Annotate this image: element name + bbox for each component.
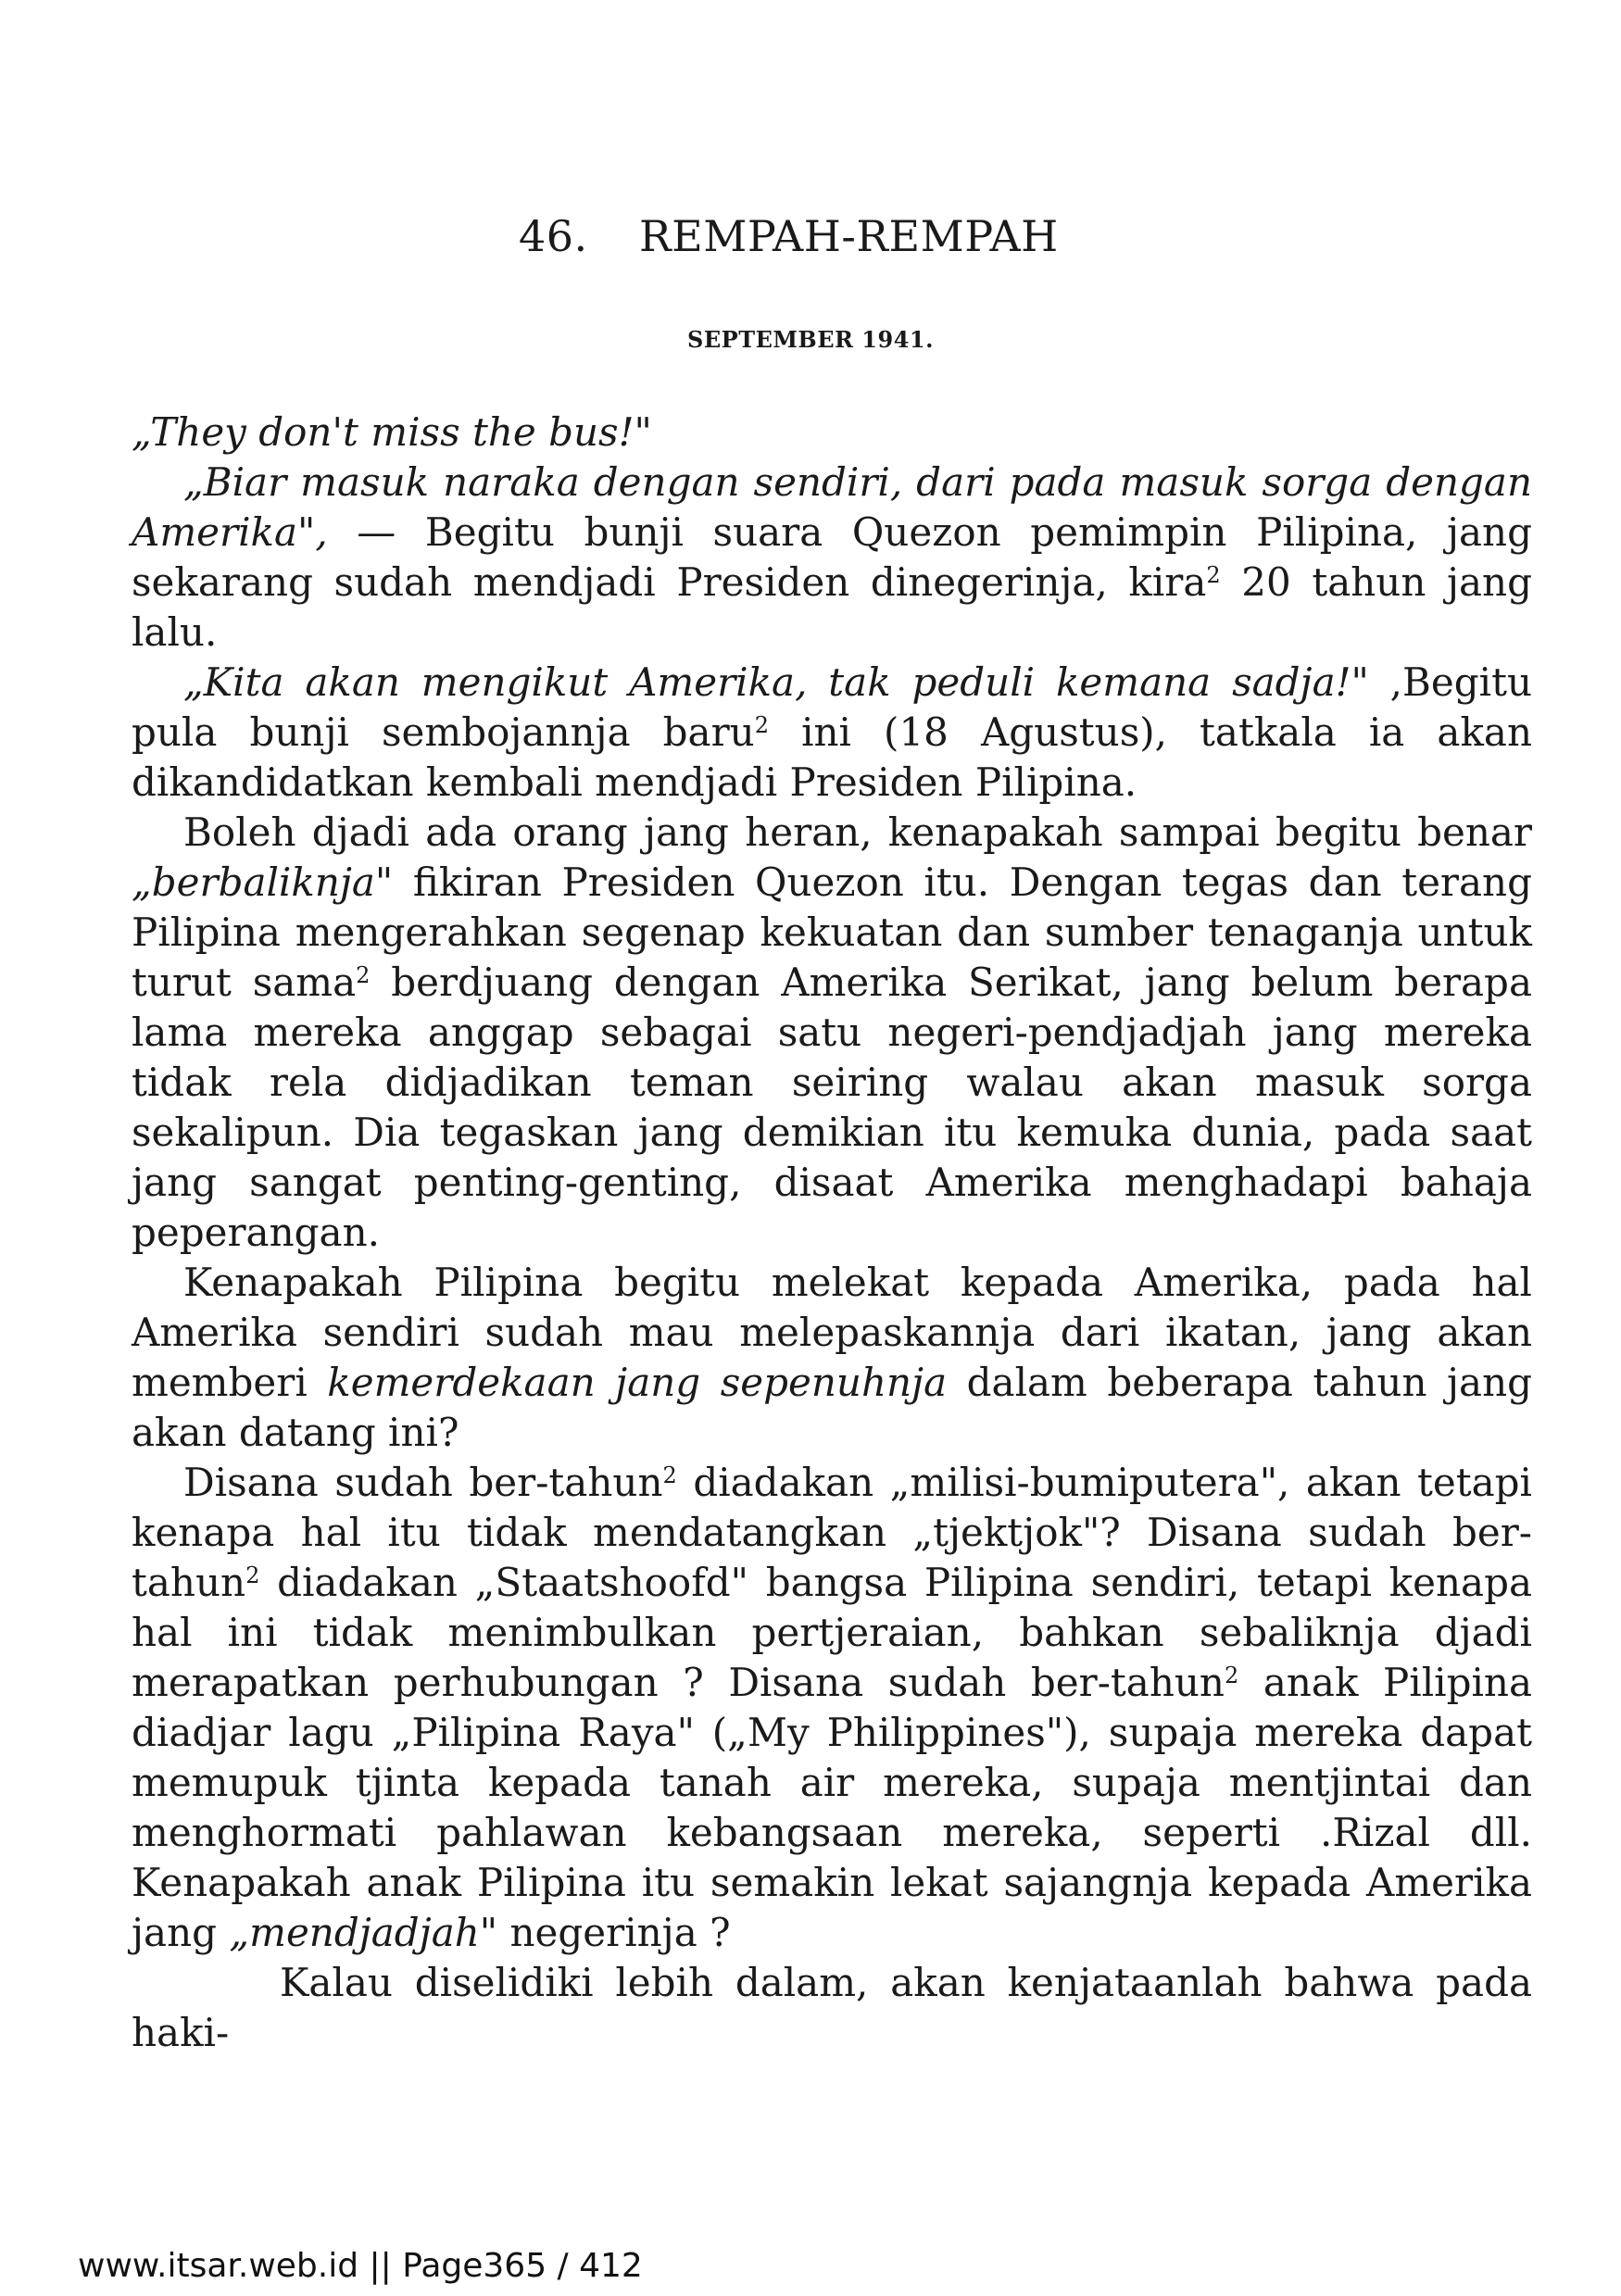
text-span: Begitu bunji suara Quezon pemimpin Pilipina, jang sekarang sudah mendjadi Presiden dinegerinja, kira [132, 509, 1532, 605]
superscript: 2 [754, 712, 770, 738]
chapter-date: SEPTEMBER 1941. [687, 326, 934, 353]
text-span: Kalau diselidiki lebih dalam, akan kenjataanlah bahwa pada haki- [132, 1960, 1532, 2055]
paragraph [132, 808, 1532, 1258]
page-footer: www.itsar.web.id || Page365 / 412 [78, 2247, 643, 2285]
emphasis-text: „berbaliknja" [132, 859, 394, 905]
paragraph [132, 458, 1532, 658]
quote-text: „Biar masuk naraka dengan sendiri, dari pada masuk sorga dengan Amerika", — [132, 459, 1532, 555]
superscript: 2 [245, 1562, 260, 1588]
text-span: berdjuang dengan Amerika Serikat, jang belum berapa lama mereka anggap sebagai satu negeri-pendjadjah jang mereka tidak rela didjadikan teman seiring walau akan masuk sorga sekalipun. Dia tegaskan jang demikian itu kemuka dunia, pada saat jang sangat penting-genting, disaat Amerika menghadapi bahaja peperangan. [132, 960, 1532, 1255]
paragraph [132, 1958, 1532, 2058]
quote-text: „Kita akan mengikut Amerika, tak peduli kemana sadja!" [183, 659, 1369, 705]
text-span: Disana sudah ber-tahun [183, 1460, 663, 1505]
text-span: Boleh djadi ada orang jang heran, kenapakah sampai begitu benar [183, 809, 1532, 855]
chapter-number: 46. [519, 211, 588, 261]
text-span: ,Begitu pula bunji sembojannja baru [132, 659, 1532, 755]
text-span: dalam beberapa tahun jang akan datang ini? [132, 1360, 1533, 1455]
text-span: 20 tahun jang lalu. [132, 559, 1532, 655]
paragraph [132, 1458, 1532, 1958]
emphasis-text: kemerdekaan jang sepenuhnja [327, 1360, 948, 1405]
text-span: ini (18 Agustus), tatkala ia akan dikandidatkan kembali mendjadi Presiden Pilipina. [132, 709, 1532, 805]
text-span: negerinja ? [497, 1910, 731, 1955]
quote-text: „They don't miss the bus!" [132, 409, 652, 455]
text-span: Kenapakah Pilipina begitu melekat kepada Amerika, pada hal Amerika sendiri sudah mau melepaskannja dari ikatan, jang akan memberi [132, 1260, 1532, 1405]
body-text [132, 408, 1532, 2058]
superscript: 2 [1206, 562, 1221, 588]
chapter-title: REMPAH-REMPAH [639, 211, 1059, 261]
chapter-heading [519, 211, 1059, 261]
emphasis-text: „mendjadjah" [229, 1910, 498, 1955]
text-span: fikiran Presiden Quezon itu. Dengan tegas dan terang Pilipina mengerahkan segenap kekuatan dan sumber tenaganja untuk turut sama [132, 859, 1532, 1005]
superscript: 2 [1224, 1662, 1239, 1688]
text-span: diadakan „milisi-bumiputera", akan tetapi kenapa hal itu tidak mendatangkan „tjektjok"? Disana sudah ber-tahun [132, 1460, 1532, 1605]
superscript: 2 [356, 962, 371, 988]
superscript: 2 [662, 1462, 677, 1488]
paragraph [132, 658, 1532, 808]
paragraph [132, 408, 1532, 458]
paragraph [132, 1258, 1532, 1458]
text-span: anak Pilipina diadjar lagu „Pilipina Raya" („My Philippines"), supaja mereka dapat memupuk tjinta kepada tanah air mereka, supaja mentjintai dan menghormati pahlawan kebangsaan mereka, seperti .Rizal dll. Kenapakah anak Pilipina itu semakin lekat sajangnja kepada Amerika jang [132, 1660, 1532, 1955]
text-span: diadakan „Staatshoofd" bangsa Pilipina sendiri, tetapi kenapa hal ini tidak menimbulkan pertjeraian, bahkan sebaliknja djadi merapatkan perhubungan ? Disana sudah ber-tahun [132, 1560, 1532, 1705]
